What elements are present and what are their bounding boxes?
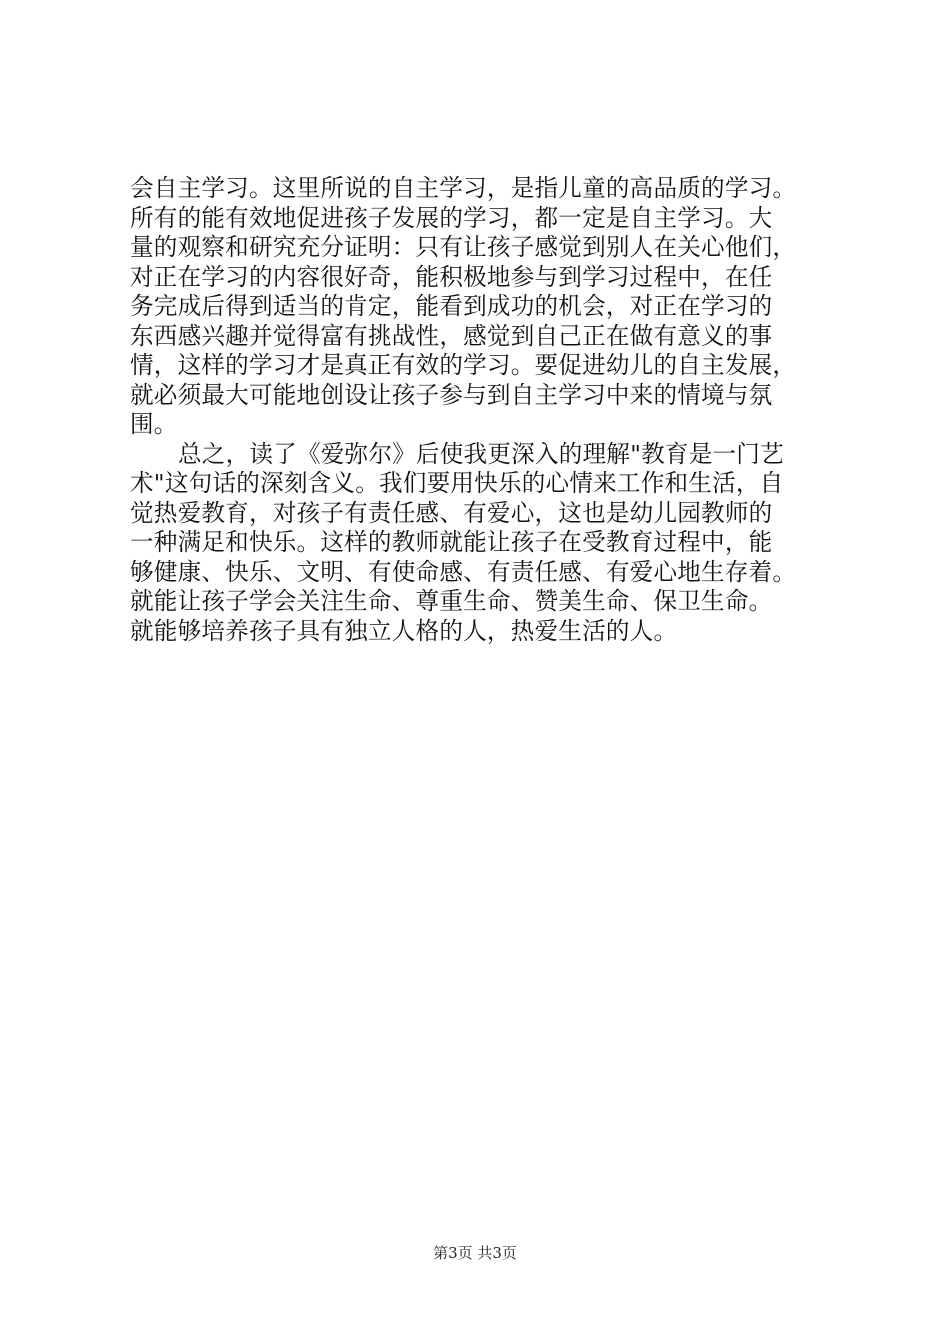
paragraph-conclusion [130, 440, 850, 647]
text-line: 对正在学习的内容很好奇，能积极地参与到学习过程中，在任 [130, 262, 773, 291]
page-footer [0, 1243, 950, 1263]
text-line: 东西感兴趣并觉得富有挑战性，感觉到自己正在做有意义的事 [130, 321, 773, 350]
text-line: 够健康、快乐、文明、有使命感、有责任感、有爱心地生存着。 [130, 557, 797, 586]
text-line: 量的观察和研究充分证明：只有让孩子感觉到别人在关心他们， [130, 233, 797, 261]
document-body [130, 174, 850, 646]
text-line: 就能够培养孩子具有独立人格的人，热爱生活的人。 [130, 616, 678, 645]
text-line: 所有的能有效地促进孩子发展的学习，都一定是自主学习。大 [130, 203, 773, 232]
page-number: 第3页 共3页 [433, 1244, 517, 1262]
text-line: 觉热爱教育，对孩子有责任感、有爱心，这也是幼儿园教师的 [130, 498, 773, 527]
text-line: 围。 [130, 410, 178, 438]
text-line: 总之，读了《爱弥尔》后使我更深入的理解"教育是一门艺 [178, 439, 784, 468]
text-line: 术"这句话的深刻含义。我们要用快乐的心情来工作和生活，自 [130, 469, 784, 497]
text-line: 务完成后得到适当的肯定，能看到成功的机会，对正在学习的 [130, 292, 773, 320]
text-line: 一种满足和快乐。这样的教师就能让孩子在受教育过程中，能 [130, 528, 773, 556]
paragraph-autonomous-learning [130, 174, 850, 440]
text-line: 会自主学习。这里所说的自主学习，是指儿童的高品质的学习。 [130, 174, 797, 202]
text-line: 就必须最大可能地创设让孩子参与到自主学习中来的情境与氛 [130, 380, 773, 409]
text-line: 就能让孩子学会关注生命、尊重生命、赞美生命、保卫生命。 [130, 587, 773, 615]
text-line: 情，这样的学习才是真正有效的学习。要促进幼儿的自主发展， [130, 351, 797, 379]
